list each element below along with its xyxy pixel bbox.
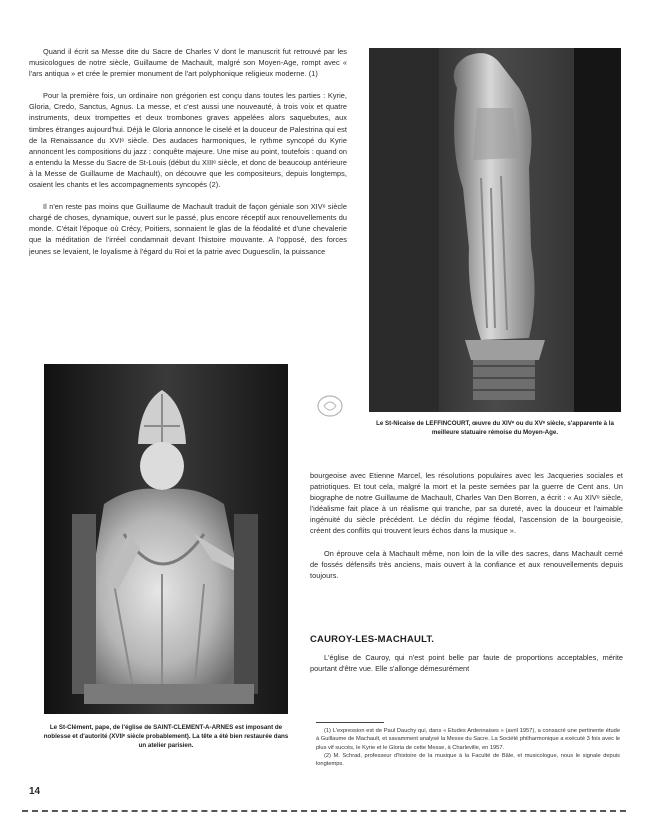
page-bottom-rule [22, 810, 626, 812]
photo-saint-clement [44, 364, 288, 714]
main-text-column-left [29, 46, 347, 257]
body-paragraph: Quand il écrit sa Messe dite du Sacre de Charles V dont le manuscrit fut retrouvé par les musicologues de notre siècle, Guillaume de Machault, malgré son Moyen-Age, rompt avec « l'ars antiqua » et crée le premier monument de l'art polyphonique religieux moderne. (1) [29, 47, 347, 79]
section-heading: CAUROY-LES-MACHAULT. [310, 634, 435, 645]
section-text [310, 652, 623, 674]
footnote-divider [316, 722, 384, 723]
photo-caption-clement: Le St-Clément, pape, de l'église de SAINT-CLEMENT-A-ARNES est imposant de noblesse et d'autorité (XVIIᵉ siècle probablement). La tête a été bien restaurée dans un atelier parisien. [43, 724, 289, 749]
page-number: 14 [29, 786, 41, 797]
body-paragraph: Pour la première fois, un ordinaire non grégorien est conçu dans toutes les parties : Kyrie, Gloria, Credo, Sanctus, Agnus. La messe, et c'est aussi une nouveauté, à trois voix et quatre instruments, deux trompettes et deux trombones graves appelées alors saquebutes, aux timbres étranges aujourd'hui. Déjà le Gloria annonce le ciselé et la douceur de Palestrina qui est de la Renaissance du XVIᵉ siècle. Des audaces harmoniques, le rythme syncopé du Kyrie annoncent les compositions du jazz : conquête majeure. Une mise au point, toutefois : quand on a entendu la Messe du Sacre de St-Louis (début du XIIIᵉ siècle, et donc de beaucoup antérieure à la Messe de Guillaume de Machault), on découvre que les compositeurs, depuis longtemps, osaient les chants et les accompagnements syncopés (2). [29, 91, 347, 190]
footnote-2: (2) M. Schrad, professeur d'histoire de la musique à la Faculté de Bâle, et musicologue, nous le signale depuis longtemps. [316, 752, 620, 768]
body-paragraph: On éprouve cela à Machault même, non loin de la ville des sacres, dans Machault cerné de fossés défensifs très anciens, mais ouvert à la confiance et aux renouvellements depuis toujours. [310, 548, 623, 580]
statue-image [369, 48, 621, 412]
photo-saint-nicaise [369, 48, 621, 412]
body-paragraph: L'église de Cauroy, qui n'est point belle par faute de proportions acceptables, mérite pourtant d'être vue. Elle s'allonge démesurément [310, 653, 623, 674]
statue-image [44, 364, 288, 714]
body-paragraph: bourgeoise avec Etienne Marcel, les résolutions populaires avec les Jacqueries sociales et patriotiques. Et tout cela, malgré la mort et la peste semées par la guerre de Cent ans. Un biographe de notre Guillaume de Machault, Charles Van Den Borren, a écrit : « Au XIVᵉ siècle, l'idéalisme fait place à un réalisme qui tranche, par sa dureté, avec la douceur et l'aimable ingénuité du siècle précédent. Le déclin du régime féodal, l'ascension de la bourgeoisie, créent des conflits qui trouvent leurs échos dans la musique ». [310, 471, 623, 536]
footnotes [316, 727, 620, 768]
photo-caption-nicaise: Le St-Nicaise de LEFFINCOURT, œuvre du XIVᵉ ou du XVᵉ siècle, s'apparente à la meilleure statuaire rémoise du Moyen-Age. [376, 420, 614, 436]
library-stamp-icon [316, 394, 344, 418]
main-text-column-right [310, 470, 623, 581]
footnote-1: (1) L'expression est de Paul Dauchy qui, dans « Etudes Ardennaises » (avril 1957), a consacré une pertinente étude à Guillaume de Machault, et savamment analysé la Messe du Sacre. La Société philharmonique a exécuté 3 fois avec le plus vif succès, le Kyrie et le Gloria de cette Messe, à Charleville, en 1957. [316, 728, 620, 751]
body-paragraph: Il n'en reste pas moins que Guillaume de Machault traduit de façon géniale son XIVᵉ siècle chargé de choses, dynamique, ouvert sur le passé, plus encore réceptif aux renouvellements du monde. C'était l'époque où Crécy, Poitiers, sonnaient le glas de la féodalité et d'une chevalerie que la méditation de l'irréel condamnait devant l'histoire mouvante. A l'opposé, des forces jeunes se levaient, le loyalisme à l'égard du Roi et la patrie avec Duguesclin, la puissance [29, 202, 347, 256]
